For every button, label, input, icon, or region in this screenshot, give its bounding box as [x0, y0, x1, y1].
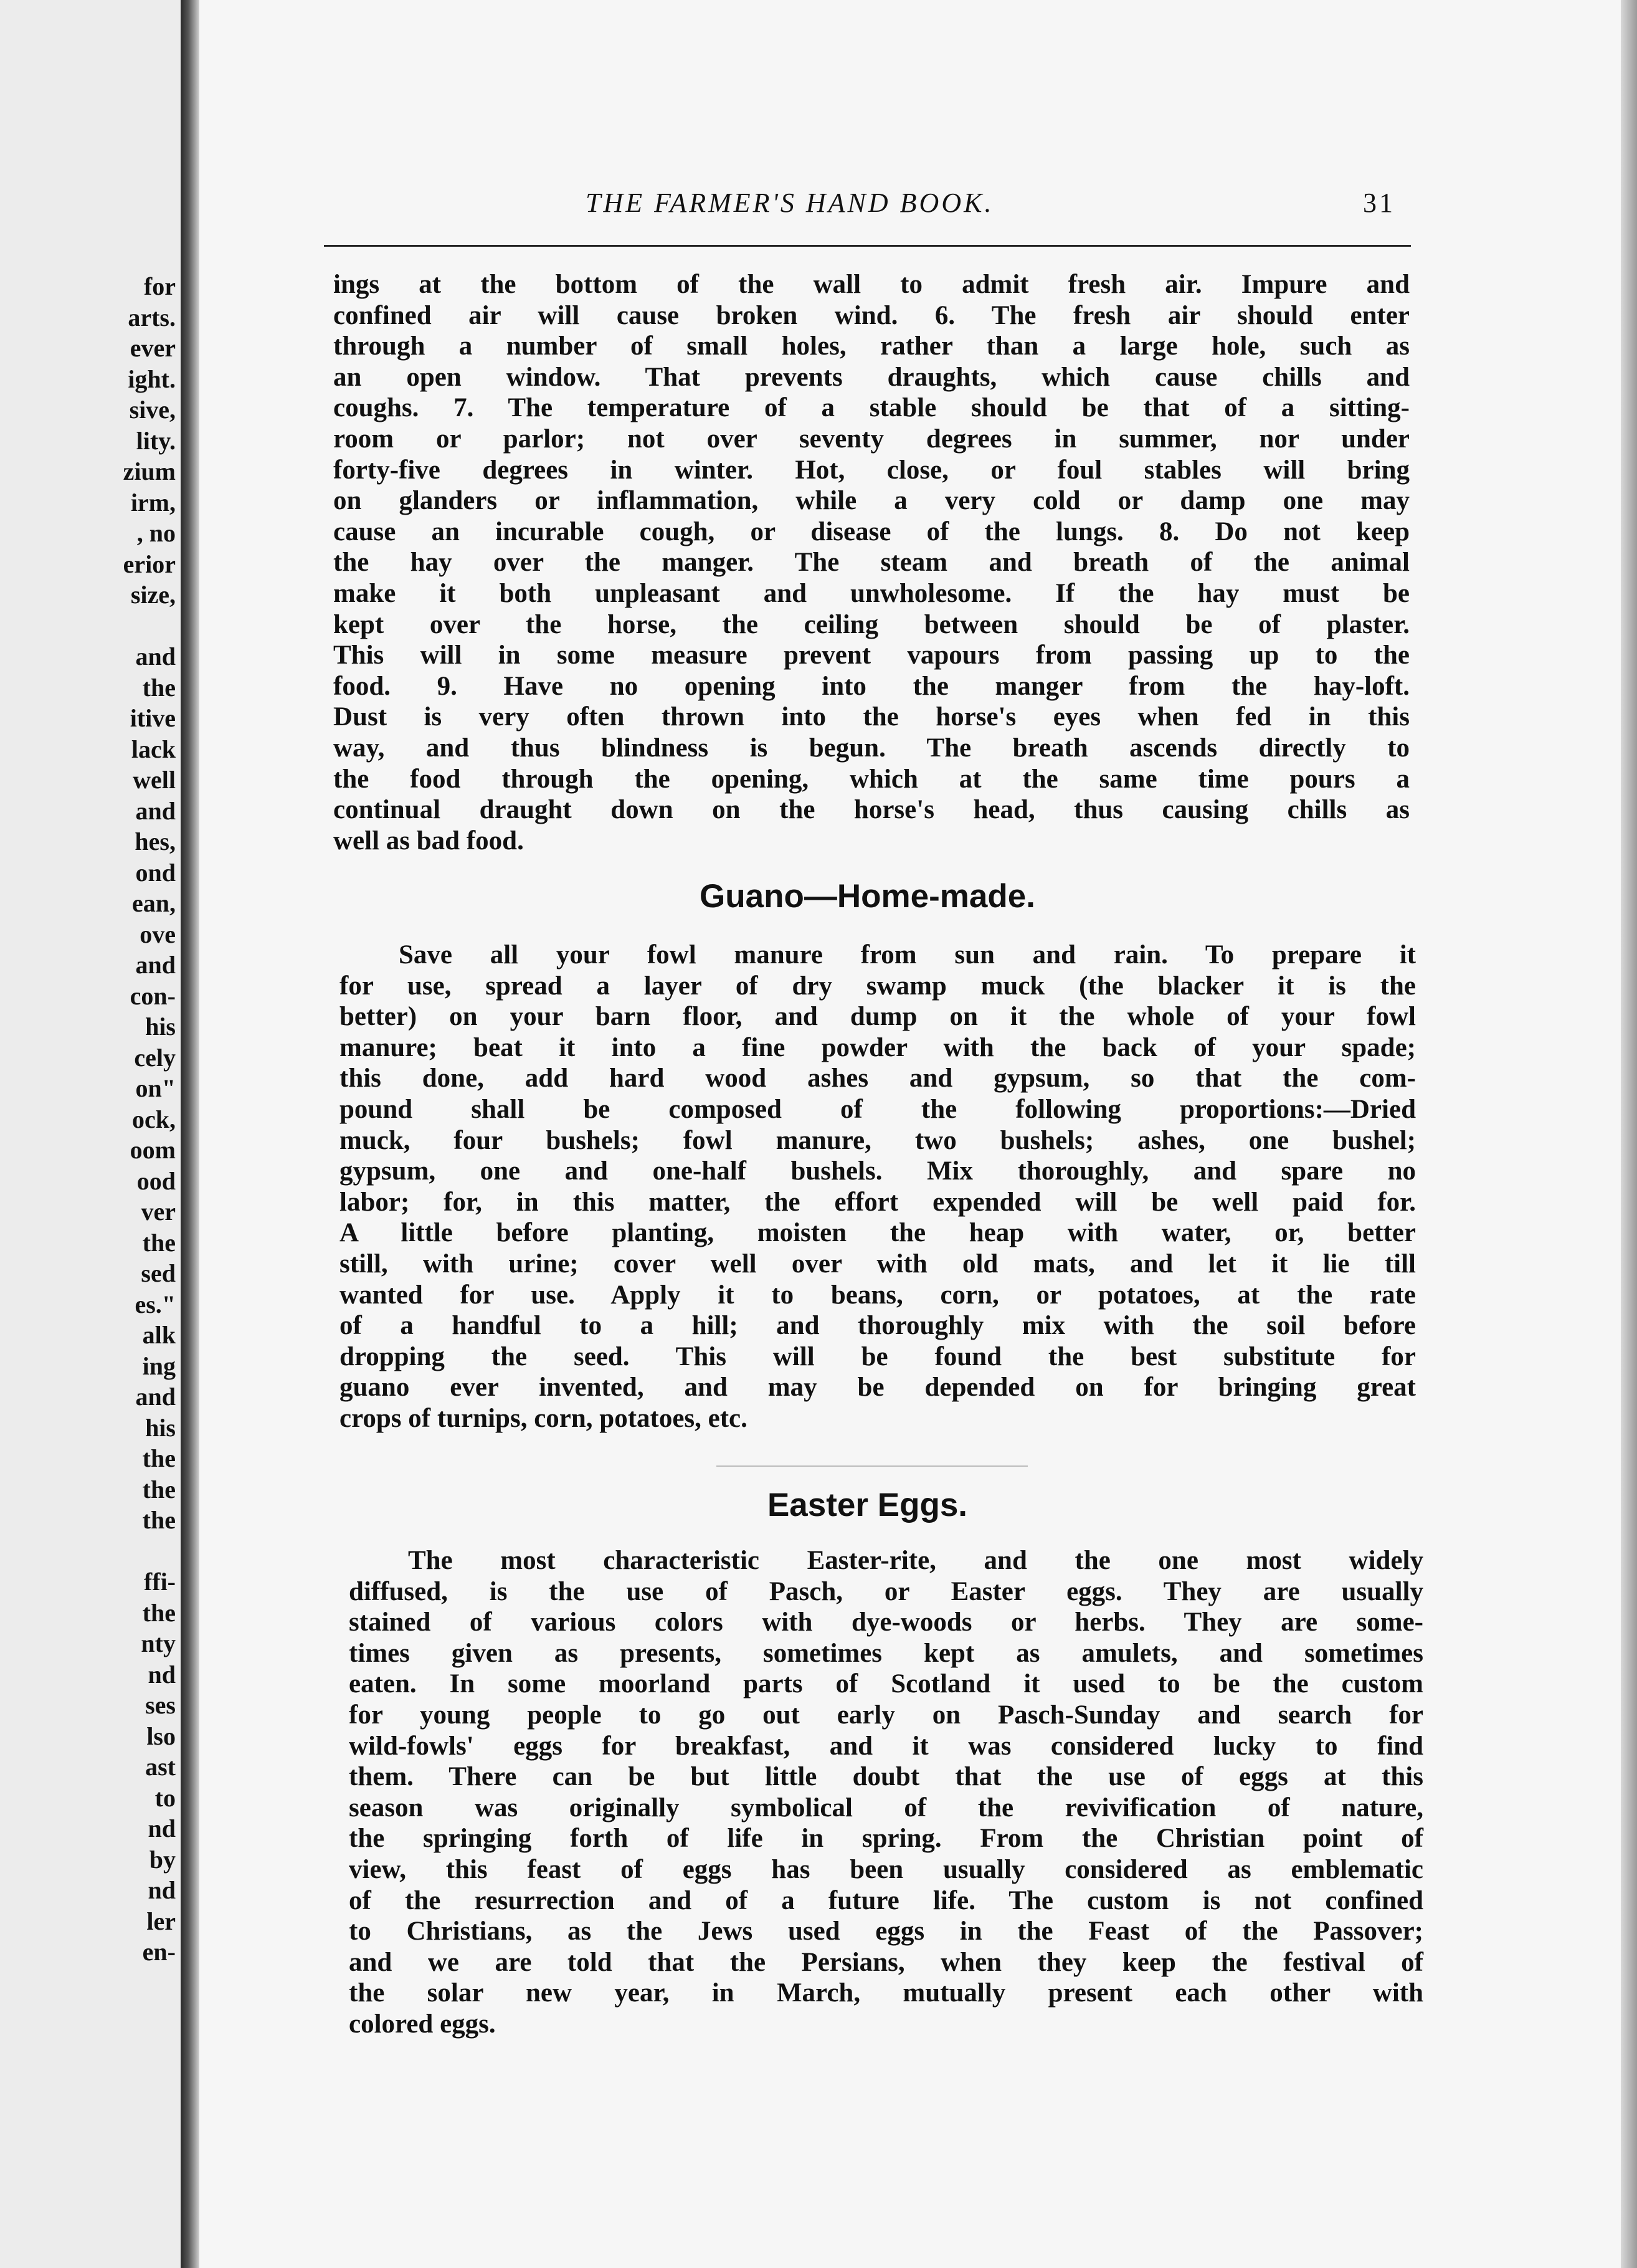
left-page-fragment: for: [143, 272, 176, 300]
text-line: make it both unpleasant and unwholesome. If the hay must be: [333, 578, 1410, 608]
text-line: confined air will cause broken wind. 6. The fresh air should enter: [333, 300, 1410, 330]
left-page-fragment: en-: [142, 1938, 176, 1966]
left-page-fragment: the: [142, 1475, 176, 1503]
text-line: pound shall be composed of the following proportions:—Dried: [339, 1094, 1416, 1124]
left-page-text-fragments: [14, 271, 176, 1968]
text-line: labor; for, in this matter, the effort expended will be well paid for.: [339, 1187, 1416, 1217]
left-page-fragment: size,: [130, 581, 176, 609]
left-page-fragment: itive: [130, 704, 176, 732]
left-page-fragment: lack: [131, 735, 176, 763]
book-gutter: [181, 0, 199, 2268]
left-page-fragment: ight.: [128, 364, 176, 393]
left-page-fragment: cely: [134, 1043, 176, 1072]
left-page-fragment: oom: [130, 1136, 176, 1164]
text-line: colored eggs.: [349, 2009, 496, 2039]
left-page-fragment: [14, 1536, 176, 1567]
text-line: way, and thus blindness is begun. The breath ascends directly to: [333, 733, 1410, 763]
section-body-guano: [339, 940, 1416, 1434]
text-line: times given as presents, sometimes kept as amulets, and sometimes: [349, 1638, 1423, 1668]
left-page-fragment: , no: [136, 519, 176, 547]
section-heading-guano: Guano—Home-made.: [700, 878, 1035, 915]
text-line: an open window. That prevents draughts, which cause chills and: [333, 362, 1410, 392]
left-page-fragment: the: [142, 1598, 176, 1627]
left-page-fragment: ove: [140, 920, 176, 948]
left-page-fragment: nd: [148, 1660, 176, 1689]
section-separator: [716, 1465, 1028, 1467]
text-line: dropping the seed. This will be found the best substitute for: [339, 1341, 1416, 1371]
text-line: for young people to go out early on Pasch-Sunday and search for: [349, 1700, 1423, 1730]
page-edge: [1621, 0, 1637, 2268]
left-page-fragment: ler: [146, 1907, 176, 1935]
left-page-fragment: sive,: [129, 396, 176, 424]
left-page-fragment: irm,: [130, 488, 176, 517]
text-line: to Christians, as the Jews used eggs in the Feast of the Passover;: [349, 1917, 1423, 1946]
left-page-fragment: hes,: [135, 827, 176, 855]
text-line: room or parlor; not over seventy degrees in summer, nor under: [333, 424, 1410, 454]
header-title: THE FARMER'S HAND BOOK.: [586, 188, 994, 218]
left-page-fragment: [14, 611, 176, 642]
continued-paragraph: [333, 269, 1410, 856]
text-line: the solar new year, in March, mutually present each other with: [349, 1978, 1423, 2008]
left-page-fragment: and: [135, 796, 176, 825]
text-line: eaten. In some moorland parts of Scotland it used to be the custom: [349, 1669, 1423, 1699]
text-line: The most characteristic Easter-rite, and the one most widely: [408, 1546, 1423, 1575]
text-line: wanted for use. Apply it to beans, corn, or potatoes, at the rate: [339, 1280, 1416, 1310]
left-page-fragment: his: [145, 1413, 176, 1442]
left-page-fragment: sed: [141, 1259, 176, 1287]
left-page-fragment: ast: [145, 1753, 176, 1781]
text-line: on glanders or inflammation, while a very cold or damp one may: [333, 486, 1410, 516]
text-line: better) on your barn floor, and dump on it the whole of your fowl: [339, 1002, 1416, 1032]
left-page-fragment: to: [154, 1783, 176, 1812]
left-page-fragment: the: [142, 1444, 176, 1472]
left-page-fragment: ffi-: [143, 1568, 176, 1596]
text-line: well as bad food.: [333, 826, 524, 855]
left-page-fragment: and: [135, 1383, 176, 1411]
text-line: still, with urine; cover well over with old mats, and let it lie till: [339, 1249, 1416, 1279]
text-line: of a handful to a hill; and thoroughly mix with the soil before: [339, 1311, 1416, 1341]
left-page-fragment: ses: [145, 1691, 176, 1719]
text-line: cause an incurable cough, or disease of the lungs. 8. Do not keep: [333, 517, 1410, 546]
text-line: guano ever invented, and may be depended on for bringing great: [339, 1373, 1416, 1403]
text-line: food. 9. Have no opening into the manger from the hay-loft.: [333, 671, 1410, 701]
left-page-fragment: nd: [148, 1876, 176, 1904]
text-line: continual draught down on the horse's head, thus causing chills as: [333, 795, 1410, 825]
left-page-fragment: nd: [148, 1814, 176, 1842]
text-line: view, this feast of eggs has been usually considered as emblematic: [349, 1854, 1423, 1884]
left-page-fragment: and: [135, 642, 176, 670]
text-line: through a number of small holes, rather than a large hole, such as: [333, 331, 1410, 361]
left-page-fragment: erior: [123, 550, 176, 578]
text-line: This will in some measure prevent vapours from passing up to the: [333, 641, 1410, 670]
left-page-fragment: arts.: [128, 303, 176, 331]
left-page: [0, 0, 181, 2268]
left-page-fragment: alk: [142, 1321, 176, 1349]
text-line: the food through the opening, which at the same time pours a: [333, 764, 1410, 794]
left-page-fragment: the: [142, 1506, 176, 1534]
text-line: coughs. 7. The temperature of a stable should be that of a sitting-: [333, 393, 1410, 423]
text-line: this done, add hard wood ashes and gypsum, so that the com-: [339, 1064, 1416, 1094]
text-line: season was originally symbolical of the revivification of nature,: [349, 1793, 1423, 1822]
text-line: diffused, is the use of Pasch, or Easter eggs. They are usually: [349, 1576, 1423, 1606]
text-line: gypsum, one and one-half bushels. Mix thoroughly, and spare no: [339, 1156, 1416, 1186]
left-page-fragment: on": [135, 1074, 176, 1102]
text-line: the springing forth of life in spring. From the Christian point of: [349, 1824, 1423, 1854]
left-page-fragment: ever: [130, 334, 176, 362]
left-page-fragment: con-: [130, 981, 176, 1010]
left-page-fragment: ver: [141, 1198, 176, 1226]
text-line: kept over the horse, the ceiling between should be of plaster.: [333, 609, 1410, 639]
left-page-fragment: ond: [135, 858, 176, 887]
text-line: of the resurrection and of a future life. The custom is not confined: [349, 1885, 1423, 1915]
text-line: Dust is very often thrown into the horse's eyes when fed in this: [333, 702, 1410, 732]
text-line: muck, four bushels; fowl manure, two bushels; ashes, one bushel;: [339, 1125, 1416, 1155]
text-line: manure; beat it into a fine powder with the back of your spade;: [339, 1032, 1416, 1062]
left-page-fragment: lity.: [136, 426, 176, 455]
left-page-fragment: well: [133, 766, 176, 794]
left-page-fragment: nty: [141, 1629, 176, 1657]
header-rule: [324, 245, 1411, 247]
text-line: the hay over the manger. The steam and breath of the animal: [333, 548, 1410, 578]
left-page-fragment: the: [142, 673, 176, 702]
section-heading-easter-eggs: Easter Eggs.: [767, 1487, 968, 1523]
text-line: stained of various colors with dye-woods or herbs. They are some-: [349, 1608, 1423, 1637]
left-page-fragment: ing: [142, 1351, 176, 1380]
left-page-fragment: by: [149, 1845, 176, 1874]
left-page-fragment: his: [145, 1012, 176, 1041]
section-body-easter-eggs: [349, 1545, 1423, 2040]
left-page-fragment: ood: [136, 1166, 176, 1195]
text-line: and we are told that the Persians, when they keep the festival of: [349, 1947, 1423, 1977]
text-line: Save all your fowl manure from sun and rain. To prepare it: [399, 940, 1416, 970]
left-page-fragment: lso: [146, 1722, 176, 1750]
text-line: wild-fowls' eggs for breakfast, and it was considered lucky to find: [349, 1731, 1423, 1761]
left-page-fragment: zium: [123, 457, 176, 485]
text-line: A little before planting, moisten the heap with water, or, better: [339, 1218, 1416, 1248]
left-page-fragment: es.": [135, 1290, 176, 1318]
running-header: [586, 187, 1395, 224]
left-page-fragment: ean,: [132, 889, 176, 917]
text-line: for use, spread a layer of dry swamp muck (the blacker it is the: [339, 971, 1416, 1001]
text-line: forty-five degrees in winter. Hot, close, or foul stables will bring: [333, 455, 1410, 485]
text-line: ings at the bottom of the wall to admit fresh air. Impure and: [333, 270, 1410, 299]
left-page-fragment: the: [142, 1228, 176, 1257]
text-line: crops of turnips, corn, potatoes, etc.: [339, 1403, 747, 1433]
page-number: 31: [1363, 188, 1395, 218]
text-line: them. There can be but little doubt that the use of eggs at this: [349, 1762, 1423, 1792]
left-page-fragment: and: [135, 951, 176, 979]
left-page-fragment: ock,: [132, 1105, 176, 1133]
